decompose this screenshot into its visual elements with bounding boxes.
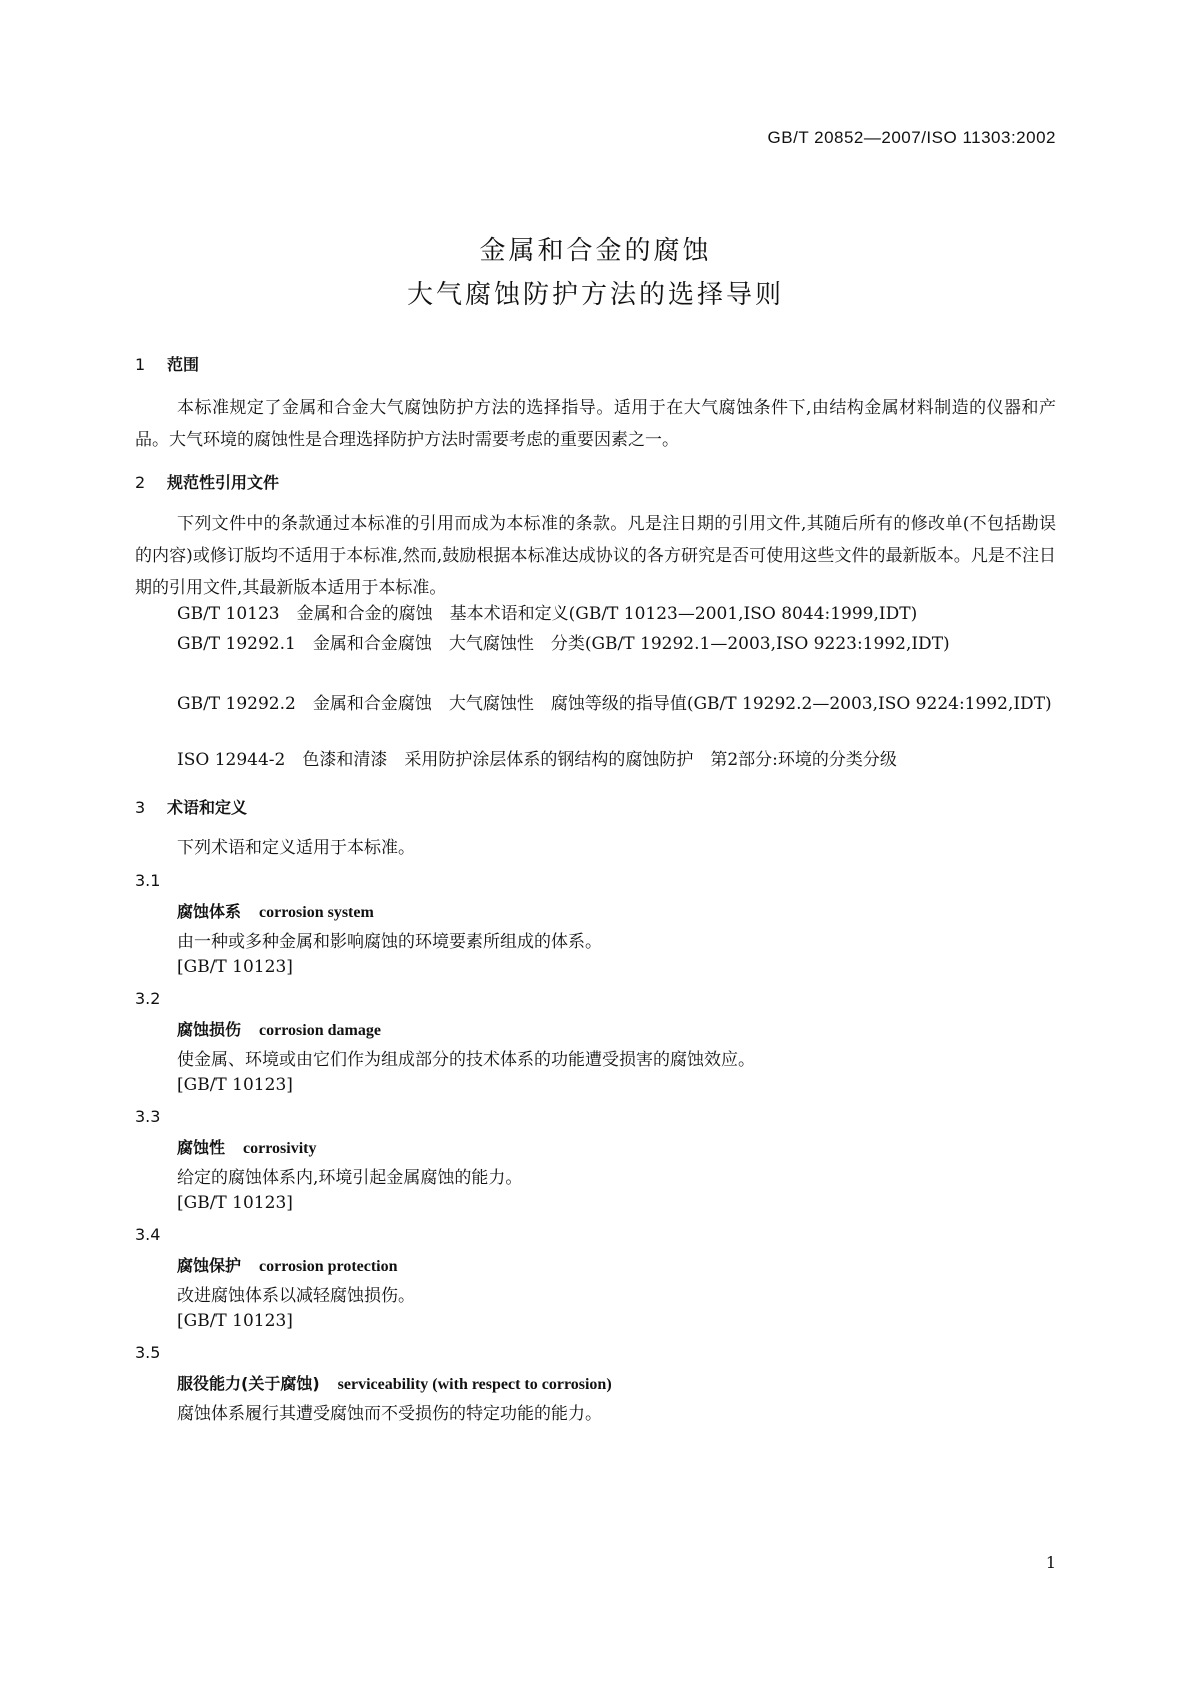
section-3-heading	[135, 795, 247, 818]
term-cn: 服役能力(关于腐蚀)	[177, 1374, 320, 1393]
section-title: 术语和定义	[167, 798, 248, 817]
term-heading	[177, 1135, 316, 1158]
title-line-2: 大气腐蚀防护方法的选择导则	[406, 280, 784, 310]
term-en: corrosion damage	[259, 1022, 381, 1039]
section-1-paragraph: 本标准规定了金属和合金大气腐蚀防护方法的选择指导。适用于在大气腐蚀条件下,由结构金属材料制造的仪器和产品。大气环境的腐蚀性是合理选择防护方法时需要考虑的重要因素之一。	[135, 398, 1056, 450]
term-en: corrosivity	[243, 1140, 317, 1157]
term-source: [GB/T 10123]	[177, 957, 293, 977]
term-heading	[177, 1017, 381, 1040]
section-number: 2	[135, 473, 146, 492]
term-heading	[177, 1253, 398, 1276]
term-number: 3.4	[135, 1225, 161, 1244]
title-line-1: 金属和合金的腐蚀	[479, 236, 712, 266]
normative-reference: GB/T 10123 金属和合金的腐蚀 基本术语和定义(GB/T 10123—2001,ISO 8044:1999,IDT)	[177, 604, 918, 624]
term-cn: 腐蚀性	[177, 1138, 226, 1157]
term-number: 3.3	[135, 1107, 161, 1126]
section-3-intro: 下列术语和定义适用于本标准。	[177, 838, 415, 858]
section-1-heading	[135, 352, 199, 375]
term-number: 3.1	[135, 871, 161, 890]
normative-reference: GB/T 19292.2 金属和合金腐蚀 大气腐蚀性 腐蚀等级的指导值(GB/T 19292.2—2003,ISO 9224:1992,IDT)	[177, 694, 1052, 714]
section-title: 范围	[167, 355, 200, 374]
section-2-paragraph: 下列文件中的条款通过本标准的引用而成为本标准的条款。凡是注日期的引用文件,其随后所有的修改单(不包括勘误的内容)或修订版均不适用于本标准,然而,鼓励根据本标准达成协议的各方研究是否可使用这些文件的最新版本。凡是不注日期的引用文件,其最新版本适用于本标准。	[135, 514, 1056, 598]
term-definition: 给定的腐蚀体系内,环境引起金属腐蚀的能力。	[177, 1168, 523, 1188]
term-cn: 腐蚀损伤	[177, 1020, 242, 1039]
term-cn: 腐蚀保护	[177, 1256, 242, 1275]
term-en: corrosion system	[259, 904, 374, 921]
term-source: [GB/T 10123]	[177, 1193, 293, 1213]
term-number: 3.5	[135, 1343, 161, 1362]
term-definition: 使金属、环境或由它们作为组成部分的技术体系的功能遭受损害的腐蚀效应。	[177, 1050, 755, 1070]
section-title: 规范性引用文件	[167, 473, 280, 492]
term-definition: 腐蚀体系履行其遭受腐蚀而不受损伤的特定功能的能力。	[177, 1404, 602, 1424]
term-number: 3.2	[135, 989, 161, 1008]
term-cn: 腐蚀体系	[177, 902, 242, 921]
normative-reference: GB/T 19292.1 金属和合金腐蚀 大气腐蚀性 分类(GB/T 19292.1—2003,ISO 9223:1992,IDT)	[177, 634, 950, 654]
term-en: serviceability (with respect to corrosion)	[337, 1376, 612, 1393]
standard-code: GB/T 20852—2007/ISO 11303:2002	[767, 128, 1056, 147]
section-number: 1	[135, 355, 146, 374]
section-2-heading	[135, 470, 279, 493]
term-source: [GB/T 10123]	[177, 1311, 293, 1331]
term-heading	[177, 899, 374, 922]
section-number: 3	[135, 798, 146, 817]
term-definition: 由一种或多种金属和影响腐蚀的环境要素所组成的体系。	[177, 932, 602, 952]
term-en: corrosion protection	[259, 1258, 398, 1275]
term-heading	[177, 1371, 612, 1394]
normative-reference: ISO 12944-2 色漆和清漆 采用防护涂层体系的钢结构的腐蚀防护 第2部分:环境的分类分级	[177, 750, 897, 770]
page-number: 1	[1045, 1553, 1056, 1572]
term-source: [GB/T 10123]	[177, 1075, 293, 1095]
term-definition: 改进腐蚀体系以减轻腐蚀损伤。	[177, 1286, 415, 1306]
